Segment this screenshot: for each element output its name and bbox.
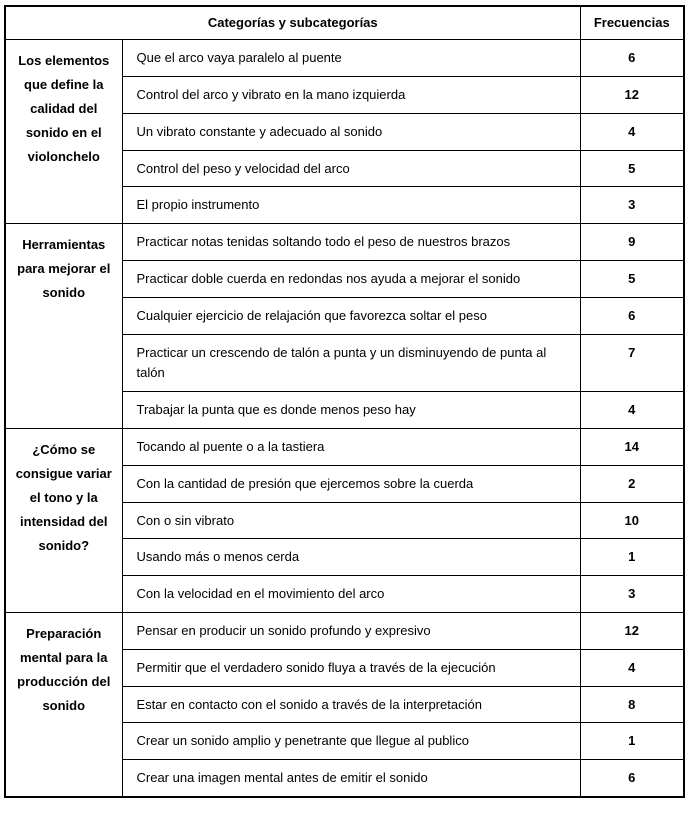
category-cell-variar-tono: ¿Cómo se consigue variar el tono y la intensidad del sonido? [5, 428, 122, 612]
subcategory-cell: Cualquier ejercicio de relajación que favorezca soltar el peso [122, 297, 580, 334]
frequency-table [4, 5, 685, 798]
frequency-cell: 8 [580, 686, 684, 723]
category-cell-herramientas: Herramientas para mejorar el sonido [5, 224, 122, 429]
subcategory-cell: Un vibrato constante y adecuado al sonido [122, 113, 580, 150]
category-cell-preparacion-mental: Preparación mental para la producción del sonido [5, 612, 122, 796]
frequency-cell: 9 [580, 224, 684, 261]
subcategory-cell: Control del peso y velocidad del arco [122, 150, 580, 187]
frequency-cell: 6 [580, 760, 684, 797]
header-row [5, 6, 684, 40]
subcategory-cell: Usando más o menos cerda [122, 539, 580, 576]
frequency-cell: 5 [580, 260, 684, 297]
frequency-cell: 3 [580, 187, 684, 224]
frequency-cell: 4 [580, 392, 684, 429]
frequency-cell: 4 [580, 113, 684, 150]
subcategory-cell: Practicar notas tenidas soltando todo el peso de nuestros brazos [122, 224, 580, 261]
frequency-cell: 12 [580, 612, 684, 649]
frequency-cell: 14 [580, 428, 684, 465]
header-frequencies: Frecuencias [580, 6, 684, 40]
frequency-cell: 6 [580, 40, 684, 77]
subcategory-cell: Crear un sonido amplio y penetrante que llegue al publico [122, 723, 580, 760]
subcategory-cell: Trabajar la punta que es donde menos peso hay [122, 392, 580, 429]
subcategory-cell: Que el arco vaya paralelo al puente [122, 40, 580, 77]
frequency-cell: 1 [580, 723, 684, 760]
table-row [5, 40, 684, 77]
subcategory-cell: Practicar doble cuerda en redondas nos ayuda a mejorar el sonido [122, 260, 580, 297]
table-row [5, 224, 684, 261]
subcategory-cell: Con la velocidad en el movimiento del arco [122, 576, 580, 613]
subcategory-cell: Con o sin vibrato [122, 502, 580, 539]
frequency-cell: 4 [580, 649, 684, 686]
header-categories: Categorías y subcategorías [5, 6, 580, 40]
subcategory-cell: Estar en contacto con el sonido a través de la interpretación [122, 686, 580, 723]
subcategory-cell: Crear una imagen mental antes de emitir el sonido [122, 760, 580, 797]
frequency-cell: 2 [580, 465, 684, 502]
subcategory-cell: Tocando al puente o a la tastiera [122, 428, 580, 465]
subcategory-cell: El propio instrumento [122, 187, 580, 224]
table-row [5, 612, 684, 649]
frequency-cell: 6 [580, 297, 684, 334]
frequency-cell: 1 [580, 539, 684, 576]
subcategory-cell: Control del arco y vibrato en la mano izquierda [122, 76, 580, 113]
subcategory-cell: Con la cantidad de presión que ejercemos sobre la cuerda [122, 465, 580, 502]
frequency-cell: 5 [580, 150, 684, 187]
frequency-cell: 12 [580, 76, 684, 113]
subcategory-cell: Practicar un crescendo de talón a punta y un disminuyendo de punta al talón [122, 334, 580, 392]
subcategory-cell: Permitir que el verdadero sonido fluya a través de la ejecución [122, 649, 580, 686]
frequency-cell: 7 [580, 334, 684, 392]
frequency-cell: 3 [580, 576, 684, 613]
frequency-cell: 10 [580, 502, 684, 539]
subcategory-cell: Pensar en producir un sonido profundo y expresivo [122, 612, 580, 649]
category-cell-elementos: Los elementos que define la calidad del sonido en el violonchelo [5, 40, 122, 224]
table-row [5, 428, 684, 465]
